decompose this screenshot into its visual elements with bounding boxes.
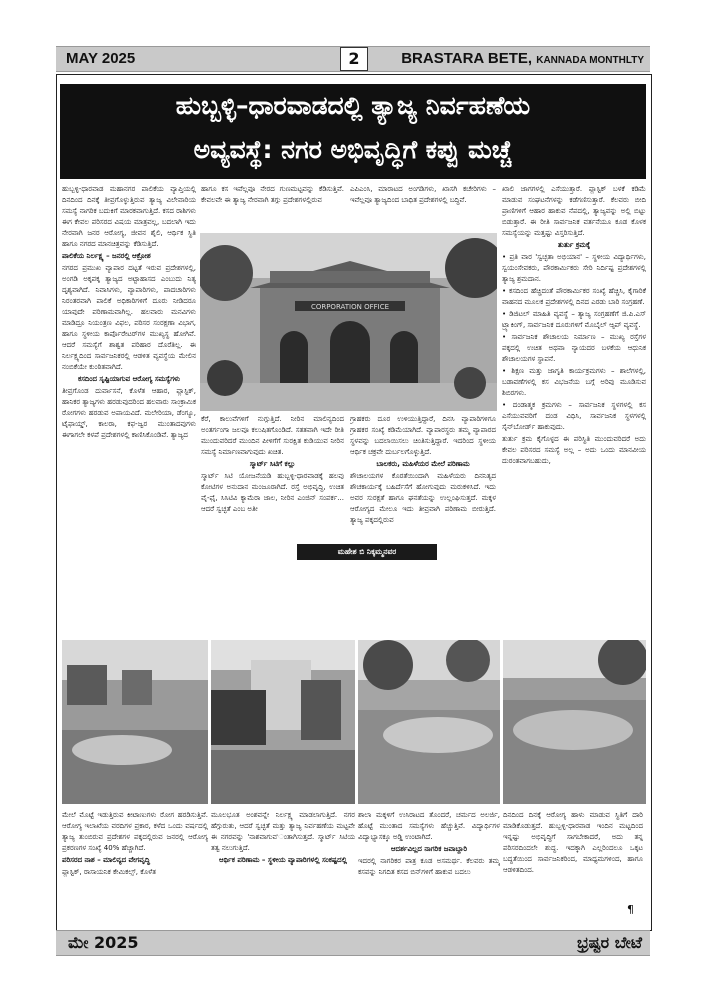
column-2-top [201, 184, 344, 230]
column-1-bottom [62, 810, 208, 905]
paragraph: ಶೌಚಾಲಯಗಳ ಕೊರತೆಯಿಂದಾಗಿ ಮಹಿಳೆಯರು ದಿನನಿತ್ಯದ ಶೌಚಕಾರ್ಯಕ್ಕೆ ಬಹಿರ್ದೆಸೆಗೆ ಹೋಗುವುದು ಮರುಕಳಿಸಿದೆ. ಇದು ಅವರ ಸುರಕ್ಷತೆ ಹಾಗೂ ಘನತೆಯನ್ನು ಉಲ್ಲಂಘಿಸುತ್ತದೆ. ಮಕ್ಕಳ ಆರೋಗ್ಯದ ಮೇಲೂ ಇದು ತೀವ್ರವಾಗಿ ಪರಿಣಾಮ ಬೀರುತ್ತಿದೆ. ತ್ಯಾಜ್ಯ ಪಕ್ಕದಲ್ಲಿರುವ [350, 472, 496, 524]
paragraph: ನಗರದ ಪ್ರಮುಖ ವ್ಯಾಪಾರ ದಟ್ಟತೆ ಇರುವ ಪ್ರದೇಶಗಳಲ್ಲಿ, ಅಂಗಡಿ ಅಕ್ಕಪಕ್ಕ ತ್ಯಾಜ್ಯದ ಅಟ್ಟಾಹಾಸದ ಎಂಬುದು ನಿತ್ಯ ದೃಶ್ಯವಾಗಿದೆ. ನಿವಾಸಿಗಳು, ವ್ಯಾಪಾರಿಗಳು, ಪಾದಚಾರಿಗಳು ನಿರಂತರವಾಗಿ ಪಾಲಿಕೆ ಅಧಿಕಾರಿಗಳಿಗೆ ದೂರು ನೀಡಿದರೂ ಯಾವುದೇ ಪರಿಣಾಮವಾಗಿಲ್ಲ. ಹಲವಾರು ಮನವಿಗಳು ಮಾಡಿದ್ರೂ ನಿಯಂತ್ರಣ ವಿಫಲ, ಪರಿಸರ ಸಂರಕ್ಷಣಾ ವಿಭಾಗ, ಹಾಗೂ ಸ್ಥಳೀಯ ಕಾರ್ಪೊರೇಟರ್‌ಗಳ ಮುಖ್ಯಸ್ಥ ಹೋಗಿವೆ. ಆದರೆ ಸಮಸ್ಯೆಗೆ ಶಾಶ್ವತ ಪರಿಹಾರ ದೊರೆತಿಲ್ಲ. ಈ ನಿರ್ಲಕ್ಷ್ಯದಿಂದ ಸಾರ್ವಜನಿಕರಲ್ಲಿ ಆಡಳಿತ ವ್ಯವಸ್ಥೆಯ ಮೇಲಿನ ನಂಬಿಕೆಯೇ ಕುಂಠಿತವಾಗಿದೆ. [62, 264, 196, 371]
column-4-bottom [503, 810, 643, 905]
paragraph: • ದಂಡಾತ್ಮಕ ಕ್ರಮಗಳು – ಸಾರ್ವಜನಿಕ ಸ್ಥಳಗಳಲ್ಲಿ ಕಸ ಎಸೆಯುವವರಿಗೆ ದಂಡ ವಿಧಿಸಿ, ಸಾರ್ವಜನಿಕ ಸ್ಥಳಗಳಲ್ಲಿ ಸೈನ್‌ಬೋರ್ಡ್ ಹಾಕುವುದು. [502, 401, 646, 431]
photo-sign-text: CORPORATION OFFICE [310, 303, 390, 311]
paragraph: ಎಪಿಎಂಸಿ, ಮಾರಾಟದ ಅಂಗಡಿಗಳು, ಖಾಸಗಿ ಕಚೇರಿಗಳು – ಇವೆಲ್ಲವೂ ತ್ಯಾಜ್ಯದಿಂದ ಬಾಧಿತ ಪ್ರದೇಶಗಳಲ್ಲಿ ಬದ್ಧಿವೆ. [350, 185, 496, 204]
author-byline: ಮಹೇಶ ಬಿ ನಿಕ್ಕಮ್ಮನವರ [297, 544, 437, 560]
paragraph: ಪಾಲಿಕೆಯ ನಿರ್ಲಕ್ಷ್ಯ – ಜನರಲ್ಲಿ ಆಕ್ರೋಶ [62, 252, 151, 260]
paragraph: • ಸಾರ್ವಜನಿಕ ಶೌಚಾಲಯ ನಿರ್ಮಾಣ – ಮುಖ್ಯ ರಸ್ತೆಗಳ ಪಕ್ಕದಲ್ಲಿ ಉಚಿತ ಅಥವಾ ನ್ಯಾಯದರ ಬಳಕೆಯ ಆಧುನಿಕ ಶೌಚಾಲಯಗಳ ಸ್ಥಾಪನೆ. [502, 333, 646, 363]
paragraph: ತುರ್ತು ಕ್ರಮಕ್ಕೆ [557, 241, 591, 249]
garbage-photo-2 [211, 640, 355, 804]
paragraph: ಕೆರೆ, ಕಾಲುವೆಗಳಿಗೆ ನುಗ್ಗುತ್ತಿದೆ. ನೀರಿನ ಮಾಲಿನ್ಯದಿಂದ ಅಂತರ್ಗಂಗಾ ಜಲವೂ ಕಲುಷಿತಗೊಂಡಿದೆ. ಸತತವಾಗಿ ಇದೇ ರೀತಿ ಮುಂದುವರಿದರೆ ಮುಂದಿನ ಪೀಳಿಗೆಗೆ ಸುರಕ್ಷಿತ ಕುಡಿಯುವ ನೀರಿನ ಸಮಸ್ಯೆ ನಿರ್ಮಾಣವಾಗುವುದು ಖಚಿತ. [201, 415, 344, 456]
paragraph: ಆದರ್ಶವಿಲ್ಲದ ನಾಗರಿಕ ಜವಾಬ್ದಾರಿ [390, 845, 468, 853]
paragraph: ಕಸದಿಂದ ಸೃಷ್ಟಿಯಾಗುವ ಆರೋಗ್ಯ ಸಮಸ್ಯೆಗಳು [77, 375, 181, 383]
paragraph: • ಶಿಕ್ಷಣ ಮತ್ತು ಜಾಗೃತಿ ಕಾರ್ಯಕ್ರಮಗಳು – ಶಾಲೆಗಳಲ್ಲಿ, ಬಡಾವಣೆಗಳಲ್ಲಿ ಕಸ ವಿಭಜನೆಯ ಬಗ್ಗೆ ಅರಿವು ಮೂಡಿಸುವ ಶಿಬಿರಗಳು. [502, 367, 646, 397]
paragraph: ಗ್ರಾಹಕರು ದೂರ ಉಳಿಯುತ್ತಿದ್ದಾರೆ, ದಿನಸಿ ವ್ಯಾಪಾರಿಗಳಿಗೂ ಗ್ರಾಹಕರ ಸಂಖ್ಯೆ ಕಡಿಮೆಯಾಗಿದೆ. ವ್ಯಾಪಾರಸ್ಥರು ತಮ್ಮ ವ್ಯಾಪಾರದ ಸ್ಥಳವನ್ನು ಬದಲಾಯಿಸಲು ಚಿಂತಿಸುತ್ತಿದ್ದಾರೆ. ಇದರಿಂದ ಸ್ಥಳೀಯ ಆರ್ಥಿಕ ಚಕ್ರವೇ ದುರ್ಬಲಗೊಳ್ಳುತ್ತಿದೆ. [350, 415, 496, 456]
paragraph: ಆರ್ಥಿಕ ಪರಿಣಾಮ – ಸ್ಥಳೀಯ ವ್ಯಾಪಾರಿಗಳಲ್ಲಿ ಸಂಕಷ್ಟದಲ್ಲಿ [219, 856, 347, 864]
column-2-mid [201, 414, 344, 632]
end-mark: ¶ [627, 903, 634, 916]
garbage-photo-3 [358, 640, 500, 804]
headline-line-1: ಹುಬ್ಬಳ್ಳಿ–ಧಾರವಾಡದಲ್ಲಿ ತ್ಯಾಜ್ಯ ನಿರ್ವಹಣೆಯ [175, 91, 531, 120]
paragraph: • ಪ್ರತಿ ವಾರ 'ಸ್ವಚ್ಛತಾ ಅಭಿಯಾನ' – ಸ್ಥಳೀಯ ವಿದ್ಯಾರ್ಥಿಗಳು, ಸ್ವಯಂಸೇವಕರು, ಪೌರಕಾರ್ಮಿಕರು ಸೇರಿ ನಿರ್ದಿಷ್ಟ ಪ್ರದೇಶಗಳಲ್ಲಿ ತ್ಯಾಜ್ಯ ಶ್ರಮದಾನ. [502, 253, 646, 283]
paragraph: ದಿನದಿಂದ ದಿನಕ್ಕೆ ಆರೋಗ್ಯ ಹಾಳು ಮಾಡುವ ಸ್ಥಿತಿಗೆ ದಾರಿ ಮಾಡಿಕೊಡುತ್ತದೆ. ಹುಬ್ಬಳ್ಳಿ-ಧಾರವಾಡ ಇಂದಿನ ಮಟ್ಟದಿಂದ ಇನ್ನಷ್ಟು ಅಭಿವೃದ್ಧಿಗೆ ಸಾಗಬೇಕಾದರೆ, ಅದು ತನ್ನ ಪರಿಸರದಿಂದಲೇ ಶುದ್ಧ. ಇದಕ್ಕಾಗಿ ಎಲ್ಲರಿಂದಲೂ ಒಕ್ಕಟ ಬದ್ಧತೆಯಿಂದ ಸಾರ್ವಜನಿಕರಿಂದ, ಮಾಧ್ಯಮಗಳಿಂದ, ಹಾಗೂ ಆಡಳಿತದಿಂದ. [503, 811, 643, 874]
paragraph: ಸ್ಮಾರ್ಟ್ ಸಿಟಿಗೆ ಕಲ್ಲು [249, 460, 296, 468]
column-1 [62, 184, 196, 632]
paragraph: ಮೇಲೆ ಮೊಟ್ಟೆ ಇಡುತ್ತಿರುವ ಕೀಟಾಣುಗಳು ರೋಗ ಹರಡಿಸುತ್ತಿವೆ. ಆರೋಗ್ಯ ಇಲಾಖೆಯ ವರದಿಗಳ ಪ್ರಕಾರ, ಕಳೆದ ಒಂದು ವರ್ಷದಲ್ಲಿ ತ್ಯಾಜ್ಯ ತುಂಬಿರುವ ಪ್ರದೇಶಗಳ ಪಕ್ಕದಲ್ಲಿರುವ ಜನರಲ್ಲಿ ಆರೋಗ್ಯ ಪ್ರಕರಣಗಳ ಸಂಖ್ಯೆ 40% ಹೆಚ್ಚಾಗಿದೆ. [62, 811, 208, 852]
paragraph: ಸ್ಮಾರ್ಟ್ ಸಿಟಿ ಯೋಜನೆಯಡಿ ಹುಬ್ಬಳ್ಳಿ-ಧಾರವಾಡಕ್ಕೆ ಹಲವು ಕೋಟಿಗಳ ಅನುದಾನ ಮಂಜೂರಾಗಿದೆ. ರಸ್ತೆ ಅಭಿವೃದ್ಧಿ, ಉಚಿತ ವೈ-ಫೈ, ಸಿಸಿಟಿವಿ ಕ್ಯಾಮೆರಾ ಜಾಲ, ನೀರಿನ ಎಂಜಿನ್ ಸಂಪರ್ಕ... ಆದರೆ ಸ್ವಚ್ಛತೆ ಎಂಬ ಅತೀ [201, 472, 344, 513]
header-date: MAY 2025 [66, 50, 136, 67]
paragraph: ಶಾಲಾ ಮಕ್ಕಳಿಗೆ ಉಸಿರಾಟದ ತೊಂದರೆ, ಚರ್ಮದ ಅಲರ್ಜಿ, ಹೊಟ್ಟೆ ಮುಂತಾದ ಸಮಸ್ಯೆಗಳು ಹೆಚ್ಚುತ್ತಿವೆ. ವಿದ್ಯಾರ್ಥಿಗಳ ವಿದ್ಯಾಭ್ಯಾಸಕ್ಕೂ ಅಡ್ಡಿ ಉಂಟಾಗಿದೆ. [358, 811, 500, 841]
garbage-photo-1 [62, 640, 208, 804]
corporation-office-photo [200, 233, 497, 411]
paragraph: • ಕಸದಿಂದ ಹೆಚ್ಚಿದಂತೆ ಪೌರಕಾರ್ಮಿಕರ ಸಂಖ್ಯೆ ಹೆಚ್ಚಿಸಿ, ಕೈಗಾರಿಕೆ ವಾಹನದ ಮೂಲಕ ಪ್ರದೇಶಗಳಲ್ಲಿ ದಿನದ ಎರಡು ಬಾರಿ ಸಂಗ್ರಹಣೆ. [502, 287, 646, 306]
column-4 [502, 184, 646, 632]
headline-line-2: ಅವ್ಯವಸ್ಥೆ: ನಗರ ಅಭಿವೃದ್ಧಿಗೆ ಕಪ್ಪು ಮಚ್ಚೆ [193, 135, 513, 164]
headline [60, 84, 646, 179]
paragraph: ಖಾಲಿ ಜಾಗಗಳಲ್ಲಿ ಎಸೆಯುತ್ತಾರೆ. ಪ್ಲಾಸ್ಟಿಕ್ ಬಳಕೆ ಕಡಿಮೆ ಮಾಡುವ ಸಂಘಟನೆಗಳನ್ನು ಕಡೆಗಣಿಸುತ್ತಾರೆ. ಕೆಲವರು ಬೀದಿ ಪ್ರಾಣಿಗಳಿಗೆ ಆಹಾರ ಹಾಕುವ ನೆಪದಲ್ಲಿ, ತ್ಯಾಜ್ಯವನ್ನು ಅಲ್ಲಿ ಬಿಟ್ಟು ಬಿಡುತ್ತಾರೆ. ಈ ರೀತಿ ಸಾರ್ವಜನಿಕ ವರ್ತನೆಯೂ ಕೂಡ ಕೊಳಕ ಸಮಸ್ಯೆಯನ್ನು ಮತ್ತಷ್ಟು ವಿಸ್ತರಿಸುತ್ತಿದೆ. [502, 185, 646, 237]
paragraph: ಇದರಲ್ಲಿ ನಾಗರಿಕರ ಪಾತ್ರ ಕೂಡ ಅಸಮರ್ಥ. ಕೆಲವರು ತಮ್ಮ ಕಸವನ್ನು ನಿಗದಿತ ಕಸದ ಬಿನ್‌ಗಳಿಗೆ ಹಾಕುವ ಬದಲು [358, 857, 500, 876]
column-3-mid [350, 414, 496, 632]
paragraph: ಪರಿಸರದ ನಾಶ – ಮಾಲಿನ್ಯದ ವೇಗವೃದ್ಧಿ [62, 856, 150, 864]
paragraph: ಹುಬ್ಬಳ್ಳಿ-ಧಾರವಾಡ ಮಹಾನಗರ ಪಾಲಿಕೆಯ ವ್ಯಾಪ್ತಿಯಲ್ಲಿ ದಿನದಿಂದ ದಿನಕ್ಕೆ ತೀವ್ರಗೊಳ್ಳುತ್ತಿರುವ ತ್ಯಾಜ್ಯ ವಿಲೇವಾರಿಯ ಸಮಸ್ಯೆ ನಾಗರಿಕ ಬದುಕಿಗೆ ಮಾರಕವಾಗುತ್ತಿದೆ. ಕಸದ ರಾಶಿಗಳು ಈಗ ಕೇವಲ ಪರಿಸರದ ವಿಷಯ ಮಾತ್ರವಲ್ಲ, ಬದಲಾಗಿ ಇದು ನೇರವಾಗಿ ಜನರ ಆರೋಗ್ಯ, ಜೀವನ ಶೈಲಿ, ಆರ್ಥಿಕ ಸ್ಥಿತಿ ಹಾಗೂ ನಗರದ ಮಾನಚಿತ್ರವನ್ನು ಕೆಡಿಸುತ್ತಿದೆ. [62, 185, 196, 248]
paragraph: ಹಾಗೂ ಕಸ ಇವೆಲ್ಲವೂ ನೇರದ ಗುಣಮಟ್ಟವನ್ನು ಕೆಡಿಸುತ್ತಿವೆ. ಕೇವಲವೇ ಈ ತ್ಯಾಜ್ಯ ನೇರವಾಗಿ ತಗ್ಗು ಪ್ರದೇಶಗಳಲ್ಲಿರುವ [201, 185, 344, 204]
footer-title: ಭ್ರಷ್ಟರ ಬೇಟೆ [577, 933, 642, 952]
paragraph: • ಡಿಜಿಟಲ್ ಮಾಹಿತಿ ವ್ಯವಸ್ಥೆ – ತ್ಯಾಜ್ಯ ಸಂಗ್ರಹಣೆಗೆ ಜಿ.ಪಿ.ಎಸ್ ಟ್ರ್ಯಾಕಿಂಗ್, ಸಾರ್ವಜನಿಕ ದೂರುಗಳಿಗೆ ಮೊಬೈಲ್ ಆ್ಯಪ್ ವ್ಯವಸ್ಥೆ. [502, 310, 646, 329]
paragraph: ತೀವ್ರಗೊಂಡ ದುರ್ವಾಸನೆ, ಕೊಳೆತ ಆಹಾರ, ಪ್ಲಾಸ್ಟಿಕ್, ಹಾನಿಕರ ತ್ಯಾಜ್ಯಗಳು ಹರಡುವುದರಿಂದ ಹಲವಾರು ಸಾಂಕ್ರಾಮಿಕ ರೋಗಗಳು ಹರಡುವ ಅಪಾಯವಿದೆ. ಮಲೇರಿಯಾ, ಡೆಂಗ್ಯೂ, ಟೈಫಾಯ್ಡ್, ಕಾಲರಾ, ಕಫ-ಜ್ವರ ಮುಂತಾದವುಗಳು ಈಗಾಗಲೇ ಕಳಪೆ ಪ್ರದೇಶಗಳಲ್ಲಿ ಕಾಣಿಸಿಕೊಂಡಿವೆ. ತ್ಯಾಜ್ಯದ [62, 387, 196, 439]
paragraph: ತುರ್ತು ಕ್ರಮ ಕೈಗೊಳ್ಳದ ಈ ಪರಿಸ್ಥಿತಿ ಮುಂದುವರಿದರೆ ಅದು ಕೇವಲ ಪರಿಸರದ ಸಮಸ್ಯೆ ಅಲ್ಲ – ಅದು ಒಂದು ಮಾನವೀಯ ದುರಂತವಾಗಬಹುದು, [502, 435, 646, 465]
column-3-bottom [358, 810, 500, 905]
footer-date: ಮೇ 2025 [68, 933, 139, 952]
garbage-photo-4 [503, 640, 646, 804]
paragraph: ಪ್ಲಾಸ್ಟಿಕ್, ರಾಸಾಯನಿಕ ಕೇಮಿಕಲ್ಸ್, ಕೊಳೆತ [62, 868, 156, 876]
column-3-top [350, 184, 496, 230]
paragraph: ಬಾಲಕರು, ಮಹಿಳೆಯರ ಮೇಲೆ ಪರಿಣಾಮ [376, 460, 470, 468]
paragraph: ಮೂಲಭೂತ ಅಂಶವನ್ನೇ ನಿರ್ಲಕ್ಷ್ಯ ಮಾಡಲಾಗುತ್ತಿದೆ. ನಗರ ಹೆಗ್ಗುರುತು, ಆದರೆ ಸ್ವಚ್ಛತೆ ಮತ್ತು ತ್ಯಾಜ್ಯ ನಿರ್ವಹಣೆಯ ಮಟ್ಟವೇ ಈ ನಗರವನ್ನು 'ನಾಶವಾಗುವ'ಂತಾಗಿಸುತ್ತದೆ. ಸ್ಮಾರ್ಟ್ ಸಿಟಿಯ ತತ್ವ ನಲುಗುತ್ತಿದೆ. [211, 811, 355, 852]
column-2-bottom [211, 810, 355, 905]
header-publication: BRASTARA BETE, KANNADA MONTHLTY [401, 50, 644, 67]
bottom-footer-bar [56, 930, 650, 956]
page-number: 2 [340, 47, 368, 71]
